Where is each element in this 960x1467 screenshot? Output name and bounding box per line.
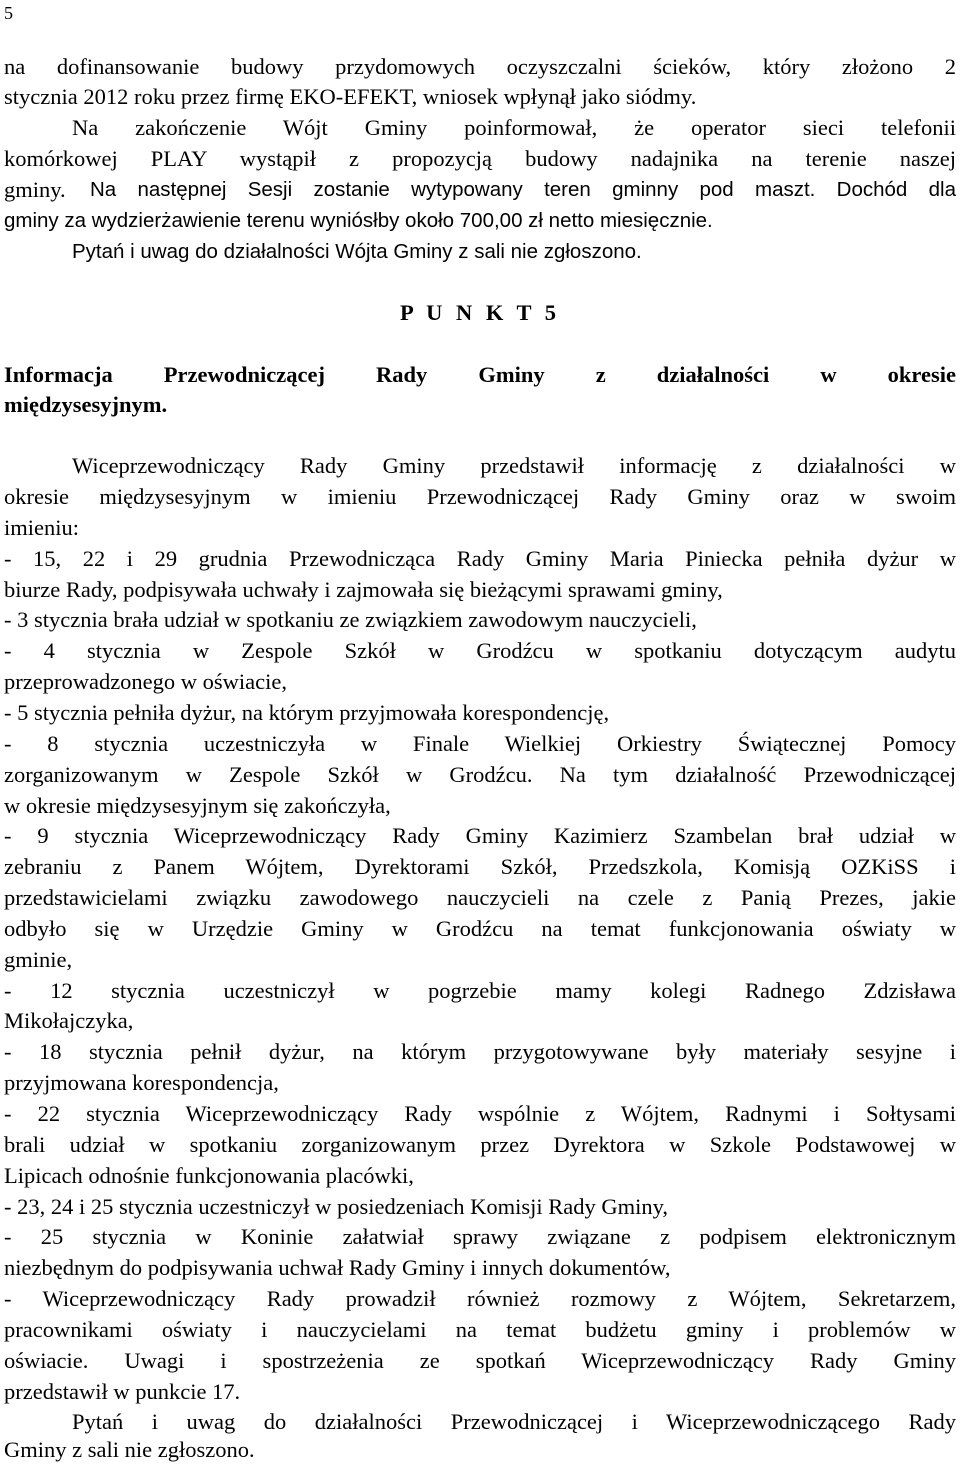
paragraph-line: Wiceprzewodniczący Rady Gminy przedstawił informację z działalności w	[72, 453, 956, 478]
list-item-continuation: przeprowadzonego w oświacie,	[4, 669, 288, 694]
paragraph-line: okresie międzysesyjnym w imieniu Przewodniczącej Rady Gminy oraz w swoim	[4, 484, 956, 509]
list-item-continuation: pracownikami oświaty i nauczycielami na temat budżetu gminy i problemów w	[4, 1317, 956, 1342]
list-item-continuation: przedstawicielami związku zawodowego nauczycieli na czele z Panią Prezes, jakie	[4, 885, 956, 910]
paragraph-line: komórkowej PLAY wystąpił z propozycją budowy nadajnika na terenie naszej	[4, 146, 956, 171]
list-item: - 18 stycznia pełnił dyżur, na którym przygotowywane były materiały sesyjne i	[4, 1039, 956, 1064]
list-item-continuation: Lipicach odnośnie funkcjonowania placówki,	[4, 1163, 414, 1188]
paragraph-line: gminy za wydzierżawienie terenu wyniósłby około 700,00 zł netto miesięcznie.	[4, 209, 713, 232]
section-title-line: międzysesyjnym.	[4, 392, 168, 417]
list-item-continuation: odbyło się w Urzędzie Gminy w Grodźcu na temat funkcjonowania oświaty w	[4, 916, 956, 941]
paragraph-line: imieniu:	[4, 515, 79, 540]
list-item-continuation: biurze Rady, podpisywała uchwały i zajmowała się bieżącymi sprawami gminy,	[4, 577, 723, 602]
list-item: - 9 stycznia Wiceprzewodniczący Rady Gminy Kazimierz Szambelan brał udział w	[4, 823, 956, 848]
list-item-continuation: przyjmowana korespondencja,	[4, 1070, 279, 1095]
list-item: - 23, 24 i 25 stycznia uczestniczył w posiedzeniach Komisji Rady Gminy,	[4, 1194, 669, 1219]
paragraph-line: stycznia 2012 roku przez firmę EKO-EFEKT, wniosek wpłynął jako siódmy.	[4, 84, 697, 109]
paragraph-line: Gminy z sali nie zgłoszono.	[4, 1437, 255, 1462]
paragraph-line: Pytań i uwag do działalności Przewodniczącej i Wiceprzewodniczącego Rady	[72, 1409, 956, 1434]
paragraph-line: Na zakończenie Wójt Gminy poinformował, że operator sieci telefonii	[72, 115, 956, 140]
list-item: - 4 stycznia w Zespole Szkół w Grodźcu w spotkaniu dotyczącym audytu	[4, 638, 956, 663]
list-item-continuation: gminie,	[4, 947, 73, 972]
list-item-continuation: brali udział w spotkaniu zorganizowanym przez Dyrektora w Szkole Podstawowej w	[4, 1132, 956, 1157]
paragraph-line: Pytań i uwag do działalności Wójta Gminy z sali nie zgłoszono.	[72, 240, 642, 263]
section-title-line: Informacja Przewodniczącej Rady Gminy z działalności w okresie	[4, 362, 956, 387]
list-item: - Wiceprzewodniczący Rady prowadził również rozmowy z Wójtem, Sekretarzem,	[4, 1286, 956, 1311]
list-item-continuation: zorganizowanym w Zespole Szkół w Grodźcu. Na tym działalność Przewodniczącej	[4, 762, 956, 787]
paragraph-line: gminy.	[4, 177, 66, 202]
list-item: - 8 stycznia uczestniczyła w Finale Wielkiej Orkiestry Świątecznej Pomocy	[4, 731, 956, 756]
list-item: - 3 stycznia brała udział w spotkaniu ze związkiem zawodowym nauczycieli,	[4, 607, 697, 632]
list-item-continuation: niezbędnym do podpisywania uchwał Rady Gminy i innych dokumentów,	[4, 1255, 671, 1280]
page-number: 5	[4, 3, 13, 23]
list-item-continuation: zebraniu z Panem Wójtem, Dyrektorami Szkół, Przedszkola, Komisją OZKiSS i	[4, 854, 956, 879]
list-item-continuation: oświacie. Uwagi i spostrzeżenia ze spotkań Wiceprzewodniczący Rady Gminy	[4, 1348, 956, 1373]
list-item-continuation: Mikołajczyka,	[4, 1008, 134, 1033]
list-item-continuation: w okresie międzysesyjnym się zakończyła,	[4, 793, 391, 818]
paragraph-line: Na następnej Sesji zostanie wytypowany teren gminny pod maszt. Dochód dla	[90, 178, 956, 201]
list-item: - 5 stycznia pełniła dyżur, na którym przyjmowała korespondencję,	[4, 700, 610, 725]
list-item: - 22 stycznia Wiceprzewodniczący Rady wspólnie z Wójtem, Radnymi i Sołtysami	[4, 1101, 956, 1126]
paragraph-line: na dofinansowanie budowy przydomowych oczyszczalni ścieków, który złożono 2	[4, 54, 956, 79]
list-item: - 15, 22 i 29 grudnia Przewodnicząca Rady Gminy Maria Piniecka pełniła dyżur w	[4, 546, 956, 571]
list-item: - 25 stycznia w Koninie załatwiał sprawy związane z podpisem elektronicznym	[4, 1224, 956, 1249]
list-item-continuation: przedstawił w punkcie 17.	[4, 1379, 241, 1404]
list-item: - 12 stycznia uczestniczył w pogrzebie mamy kolegi Radnego Zdzisława	[4, 978, 956, 1003]
section-heading: P U N K T 5	[399, 300, 561, 325]
